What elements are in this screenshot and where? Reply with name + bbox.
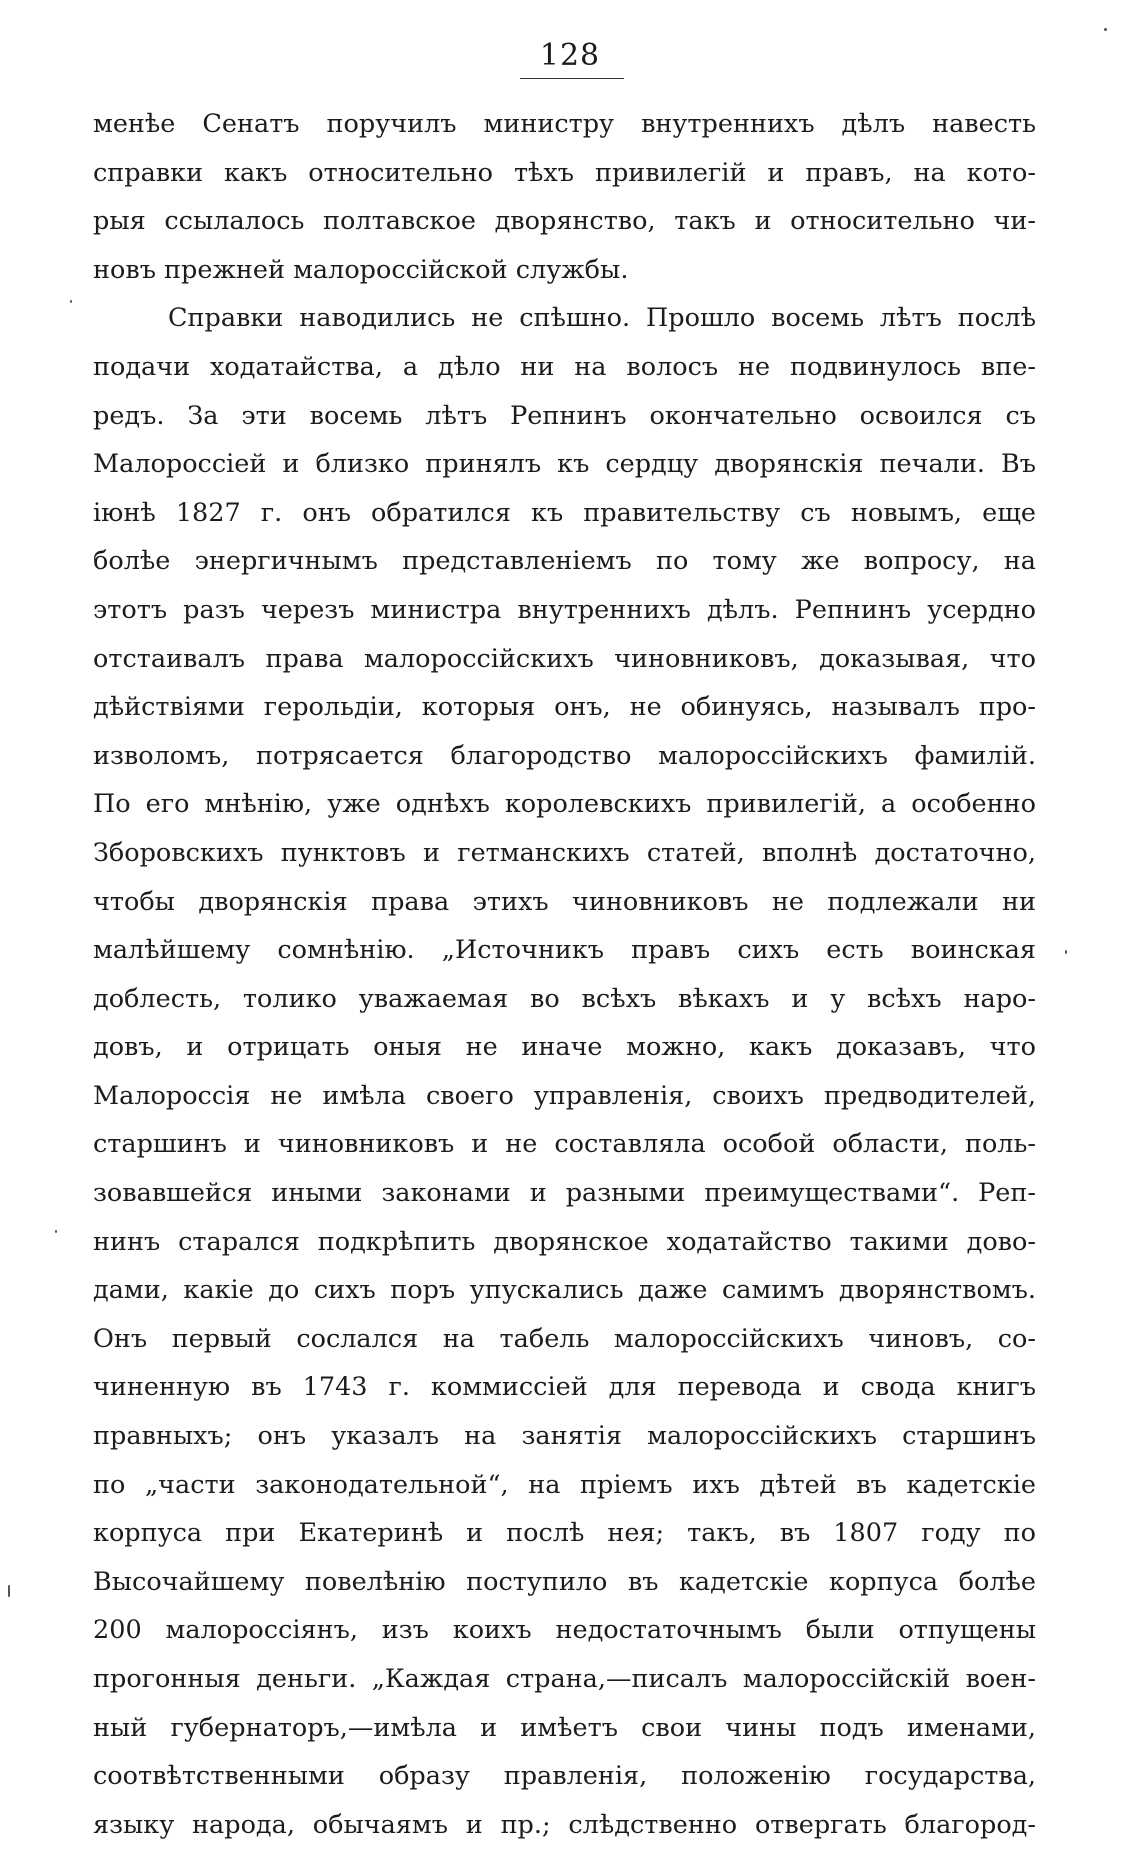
scan-speck [8,1585,10,1597]
text-line: редъ. За эти восемь лѣтъ Репнинъ окончательно освоился съ [93,400,1036,431]
text-line: дѣйствіями герольдіи, которыя онъ, не обинуясь, называлъ про- [93,692,1036,723]
text-line: изволомъ, потрясается благородство малороссійскихъ фамилій. [93,740,1036,771]
text-line: іюнѣ 1827 г. онъ обратился къ правительству съ новымъ, еще [93,497,1036,528]
text-line: этотъ разъ черезъ министра внутреннихъ дѣлъ. Репнинъ усердно [93,594,1036,625]
text-line: Справки наводились не спѣшно. Прошло восемь лѣтъ послѣ [168,303,1036,334]
text-line: чиненную въ 1743 г. коммиссіей для перевода и свода книгъ [93,1372,1036,1403]
text-line: правныхъ; онъ указалъ на занятія малороссійскихъ старшинъ [93,1421,1036,1452]
scan-speck [1065,950,1067,954]
text-line: старшинъ и чиновниковъ и не составляла особой области, поль- [93,1129,1036,1160]
text-line: болѣе энергичнымъ представленіемъ по тому же вопросу, на [93,546,1036,577]
page-number: 128 [539,38,601,73]
text-line: Высочайшему повелѣнію поступило въ кадетскіе корпуса болѣе [93,1566,1036,1597]
text-line: новъ прежней малороссійской службы. [93,254,629,285]
scan-speck [70,300,72,303]
text-line: довъ, и отрицать оныя не иначе можно, какъ доказавъ, что [93,1032,1036,1063]
text-line: дами, какіе до сихъ поръ упускались даже самимъ дворянствомъ. [93,1275,1036,1306]
scan-speck [55,1230,57,1233]
text-line: По его мнѣнію, уже однѣхъ королевскихъ привилегій, а особенно [93,789,1036,820]
scan-speck [1104,28,1107,31]
text-line: отстаивалъ права малороссійскихъ чиновниковъ, доказывая, что [93,643,1036,674]
text-line: рыя ссылалось полтавское дворянство, такъ и относительно чи- [93,206,1036,237]
page-number-rule [520,78,624,79]
text-line: нинъ старался подкрѣпить дворянское ходатайство такими дово- [93,1226,1036,1257]
text-line: ный губернаторъ,—имѣла и имѣетъ свои чины подъ именами, [93,1712,1036,1743]
text-line: Онъ первый сослался на табель малороссійскихъ чиновъ, со- [93,1323,1036,1354]
text-line: малѣйшему сомнѣнію. „Источникъ правъ сихъ есть воинская [93,935,1036,966]
page-text [93,100,1036,1849]
text-line: языку народа, обычаямъ и пр.; слѣдственно отвергать благород- [93,1809,1036,1840]
text-line: соотвѣтственными образу правленія, положенію государства, [93,1761,1036,1792]
text-line: Малороссіей и близко принялъ къ сердцу дворянскія печали. Въ [93,449,1036,480]
text-line: справки какъ относительно тѣхъ привилегій и правъ, на кото- [93,157,1036,188]
text-line: 200 малороссіянъ, изъ коихъ недостаточнымъ были отпущены [93,1615,1036,1646]
text-line: чтобы дворянскія права этихъ чиновниковъ не подлежали ни [93,886,1036,917]
text-line: Зборовскихъ пунктовъ и гетманскихъ статей, вполнѣ достаточно, [93,837,1036,868]
text-line: подачи ходатайства, а дѣло ни на волосъ не подвинулось впе- [93,351,1036,382]
text-line: прогонныя деньги. „Каждая страна,—писалъ малороссійскій воен- [93,1664,1036,1694]
text-line: менѣе Сенатъ поручилъ министру внутреннихъ дѣлъ навесть [93,109,1036,139]
text-line: доблесть, толико уважаемая во всѣхъ вѣкахъ и у всѣхъ наро- [93,983,1036,1014]
text-line: зовавшейся иными законами и разными преимуществами“. Реп- [93,1178,1036,1209]
text-line: корпуса при Екатеринѣ и послѣ нея; такъ, въ 1807 году по [93,1518,1036,1549]
text-line: Малороссія не имѣла своего управленія, своихъ предводителей, [93,1080,1036,1111]
text-line: по „части законодательной“, на пріемъ ихъ дѣтей въ кадетскіе [93,1469,1036,1500]
